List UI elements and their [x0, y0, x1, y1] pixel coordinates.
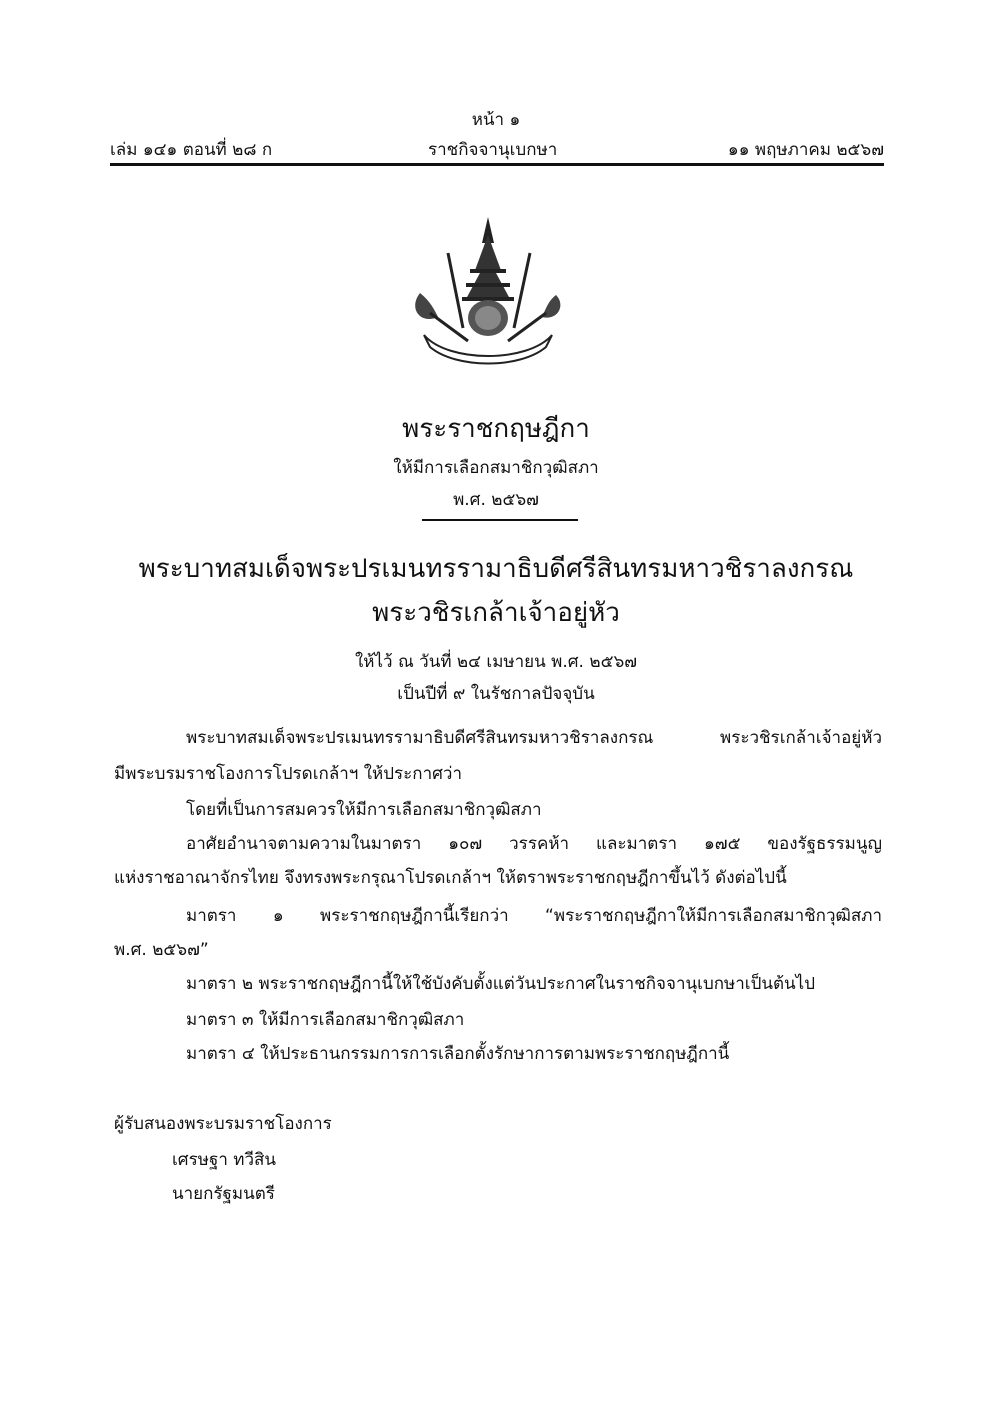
reign-year: เป็นปีที่ ๙ ในรัชกาลปัจจุบัน: [397, 684, 595, 704]
section-1-line1: มาตรา ๑ พระราชกฤษฎีกานี้เรียกว่า “พระราชกฤษฎีกาให้มีการเลือกสมาชิกวุฒิสภา: [186, 906, 882, 926]
document-subject: ให้มีการเลือกสมาชิกวุฒิสภา: [393, 458, 599, 478]
authority-line2: แห่งราชอาณาจักรไทย จึงทรงพระกรุณาโปรดเกล้าฯ ให้ตราพระราชกฤษฎีกาขึ้นไว้ ดังต่อไปนี้: [114, 868, 787, 888]
given-date: ให้ไว้ ณ วันที่ ๒๔ เมษายน พ.ศ. ๒๕๖๗: [354, 652, 638, 672]
recital: โดยที่เป็นการสมควรให้มีการเลือกสมาชิกวุฒิสภา: [186, 800, 542, 820]
king-name-line2: พระวชิรเกล้าเจ้าอยู่หัว: [372, 598, 620, 628]
countersign-name: เศรษฐา ทวีสิน: [172, 1150, 277, 1170]
publication-date: ๑๑ พฤษภาคม ๒๕๖๗: [727, 140, 884, 160]
countersign-position: นายกรัฐมนตรี: [172, 1184, 275, 1204]
document-type: พระราชกฤษฎีกา: [402, 414, 590, 444]
royal-seal-icon: [408, 213, 568, 373]
king-name-line1: พระบาทสมเด็จพระปรเมนทรรามาธิบดีศรีสินทรมหาวชิราลงกรณ: [138, 554, 854, 584]
page-number: หน้า ๑: [471, 110, 521, 130]
authority-line1: อาศัยอำนาจตามความในมาตรา ๑๐๗ วรรคห้า และมาตรา ๑๗๕ ของรัฐธรรมนูญ: [186, 834, 882, 854]
section-1-line2: พ.ศ. ๒๕๖๗”: [114, 940, 209, 960]
section-3: มาตรา ๓ ให้มีการเลือกสมาชิกวุฒิสภา: [186, 1010, 465, 1030]
preamble-line1: พระบาทสมเด็จพระปรเมนทรรามาธิบดีศรีสินทรมหาวชิราลงกรณ พระวชิรเกล้าเจ้าอยู่หัว: [186, 728, 882, 748]
section-4: มาตรา ๔ ให้ประธานกรรมการการเลือกตั้งรักษาการตามพระราชกฤษฎีกานี้: [186, 1044, 730, 1064]
header-rule: [110, 163, 884, 166]
document-year: พ.ศ. ๒๕๖๗: [453, 490, 539, 510]
section-2: มาตรา ๒ พระราชกฤษฎีกานี้ให้ใช้บังคับตั้งแต่วันประกาศในราชกิจจานุเบกษาเป็นต้นไป: [186, 974, 816, 994]
gazette-name: ราชกิจจานุเบกษา: [428, 140, 558, 160]
countersign-label: ผู้รับสนองพระบรมราชโองการ: [114, 1114, 332, 1134]
title-rule: [422, 519, 578, 521]
preamble-line2: มีพระบรมราชโองการโปรดเกล้าฯ ให้ประกาศว่า: [114, 764, 463, 784]
volume-issue: เล่ม ๑๔๑ ตอนที่ ๒๘ ก: [110, 140, 273, 160]
